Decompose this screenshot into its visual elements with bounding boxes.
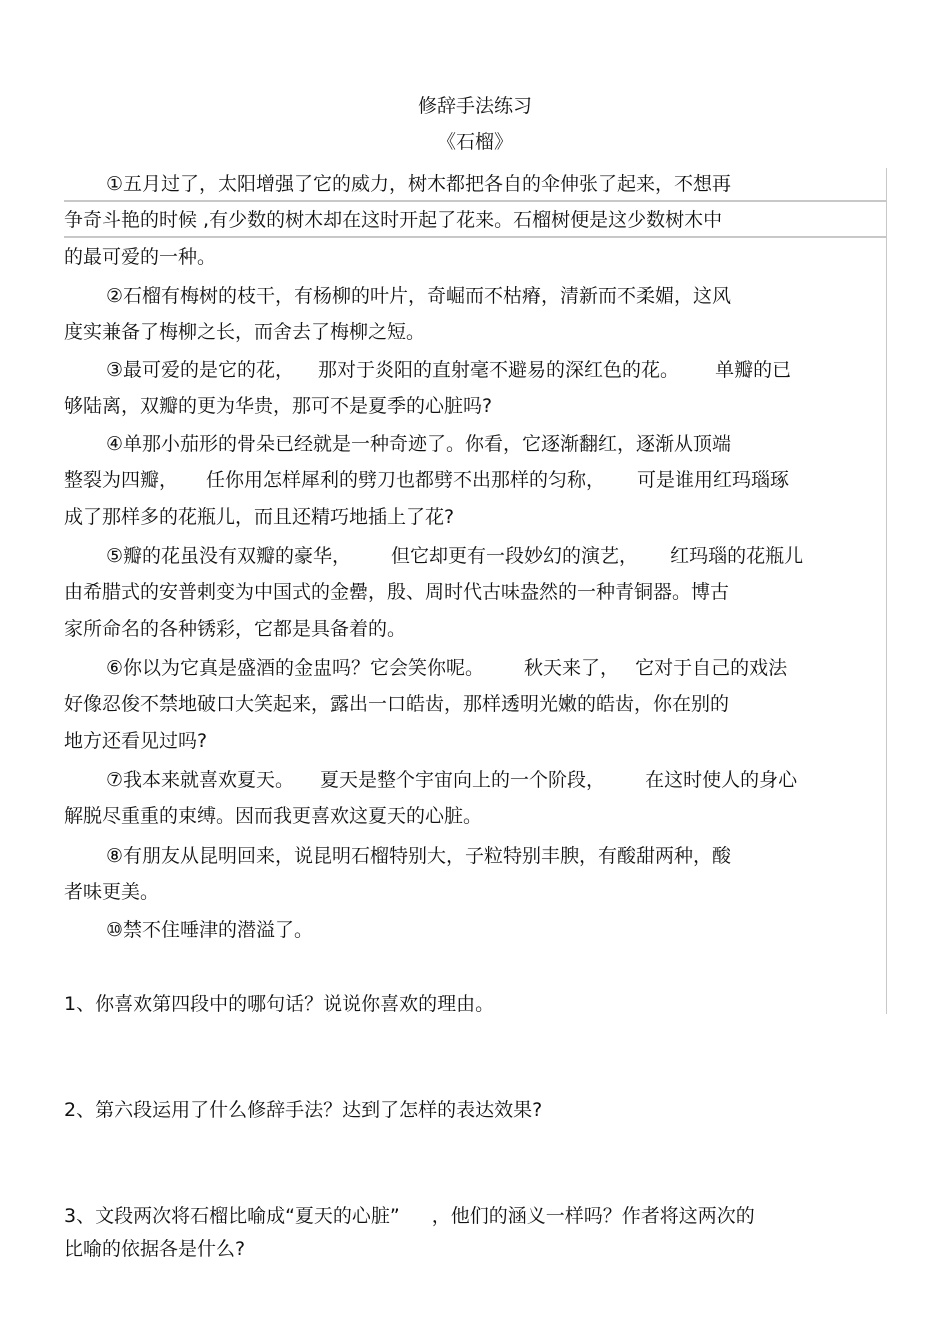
text-segment: 任你用怎样犀利的劈刀也都劈不出那样的匀称， [206, 469, 606, 491]
paragraph-line: 由希腊式的安普剌变为中国式的金罍，殷、周时代古味盎然的一种青铜器。博古 [64, 581, 730, 603]
text-segment: ⑤瓣的花虽没有双瓣的豪华， [106, 545, 352, 567]
text-segment: 那对于炎阳的直射毫不避易的深红色的花。 [318, 359, 680, 381]
text-segment: 单瓣的已 [715, 359, 792, 381]
paragraph-line: 解脱尽重重的束缚。因而我更喜欢这夏天的心脏。 [64, 805, 483, 827]
text-segment: 夏天是整个宇宙向上的一个阶段， [320, 769, 606, 791]
paragraph-line: 成了那样多的花瓶儿，而且还精巧地插上了花? [64, 506, 455, 528]
text-segment: ，他们的涵义一样吗？作者将这两次的 [431, 1205, 755, 1227]
text-segment: ⑦我本来就喜欢夏天。 [106, 769, 295, 791]
text-segment: 整裂为四瓣， [64, 469, 179, 491]
question-line: 比喻的依据各是什么? [64, 1238, 246, 1260]
paragraph-line [64, 656, 880, 680]
text-segment: ⑥你以为它真是盛酒的金盅吗？它会笑你呢。 [106, 657, 485, 679]
question-2: 2、第六段运用了什么修辞手法？达到了怎样的表达效果? [64, 1099, 543, 1121]
document-subtitle: 《石榴》 [436, 131, 513, 153]
paragraph-line: 的最可爱的一种。 [64, 246, 217, 268]
paragraph-line [64, 468, 880, 492]
text-segment: 在这时使人的身心 [645, 769, 798, 791]
box-border-top-2 [64, 236, 886, 238]
paragraph-line: 地方还看见过吗? [64, 730, 208, 752]
paragraph-line: ⑩禁不住唾津的潜溢了。 [106, 919, 314, 941]
text-segment: 红玛瑙的花瓶儿 [670, 545, 804, 567]
paragraph-line: 够陆离，双瓣的更为华贵，那可不是夏季的心脏吗? [64, 395, 493, 417]
paragraph-line: 度实兼备了梅柳之长，而舍去了梅柳之短。 [64, 321, 426, 343]
paragraph-line: 者味更美。 [64, 881, 160, 903]
paragraph-line [64, 768, 880, 792]
paragraph-line: ②石榴有梅树的枝干，有杨柳的叶片，奇崛而不枯瘠，清新而不柔媚，这风 [106, 285, 732, 307]
text-segment: 但它却更有一段妙幻的演艺， [391, 545, 639, 567]
question-line [64, 1204, 880, 1228]
box-border-right [886, 168, 887, 1014]
paragraph-line: ⑧有朋友从昆明回来，说昆明石榴特别大，子粒特别丰腴，有酸甜两种，酸 [106, 845, 732, 867]
text-segment: 秋天来了， [524, 657, 620, 679]
paragraph-line: 争奇斗艳的时候 ,有少数的树木却在这时开起了花来。石榴树便是这少数树木中 [64, 209, 723, 231]
paragraph-line: ④单那小茄形的骨朵已经就是一种奇迹了。你看，它逐渐翻红，逐渐从顶端 [106, 433, 732, 455]
text-segment: 3、文段两次将石榴比喻成“夏天的心脏” [64, 1205, 400, 1227]
text-segment: ③最可爱的是它的花， [106, 359, 295, 381]
paragraph-line: 家所命名的各种锈彩，它都是具备着的。 [64, 618, 407, 640]
question-1: 1、你喜欢第四段中的哪句话？说说你喜欢的理由。 [64, 993, 495, 1015]
document-title: 修辞手法练习 [417, 95, 532, 117]
box-border-top-1 [64, 200, 886, 202]
paragraph-line: ①五月过了，太阳增强了它的威力，树木都把各自的伞伸张了起来，不想再 [106, 173, 732, 195]
text-segment: 它对于自己的戏法 [635, 657, 788, 679]
paragraph-line [64, 358, 890, 382]
paragraph-line: 好像忍俊不禁地破口大笑起来，露出一口皓齿，那样透明光嫩的皓齿，你在别的 [64, 693, 730, 715]
paragraph-line [64, 544, 880, 568]
text-segment: 可是谁用红玛瑙琢 [637, 469, 790, 491]
